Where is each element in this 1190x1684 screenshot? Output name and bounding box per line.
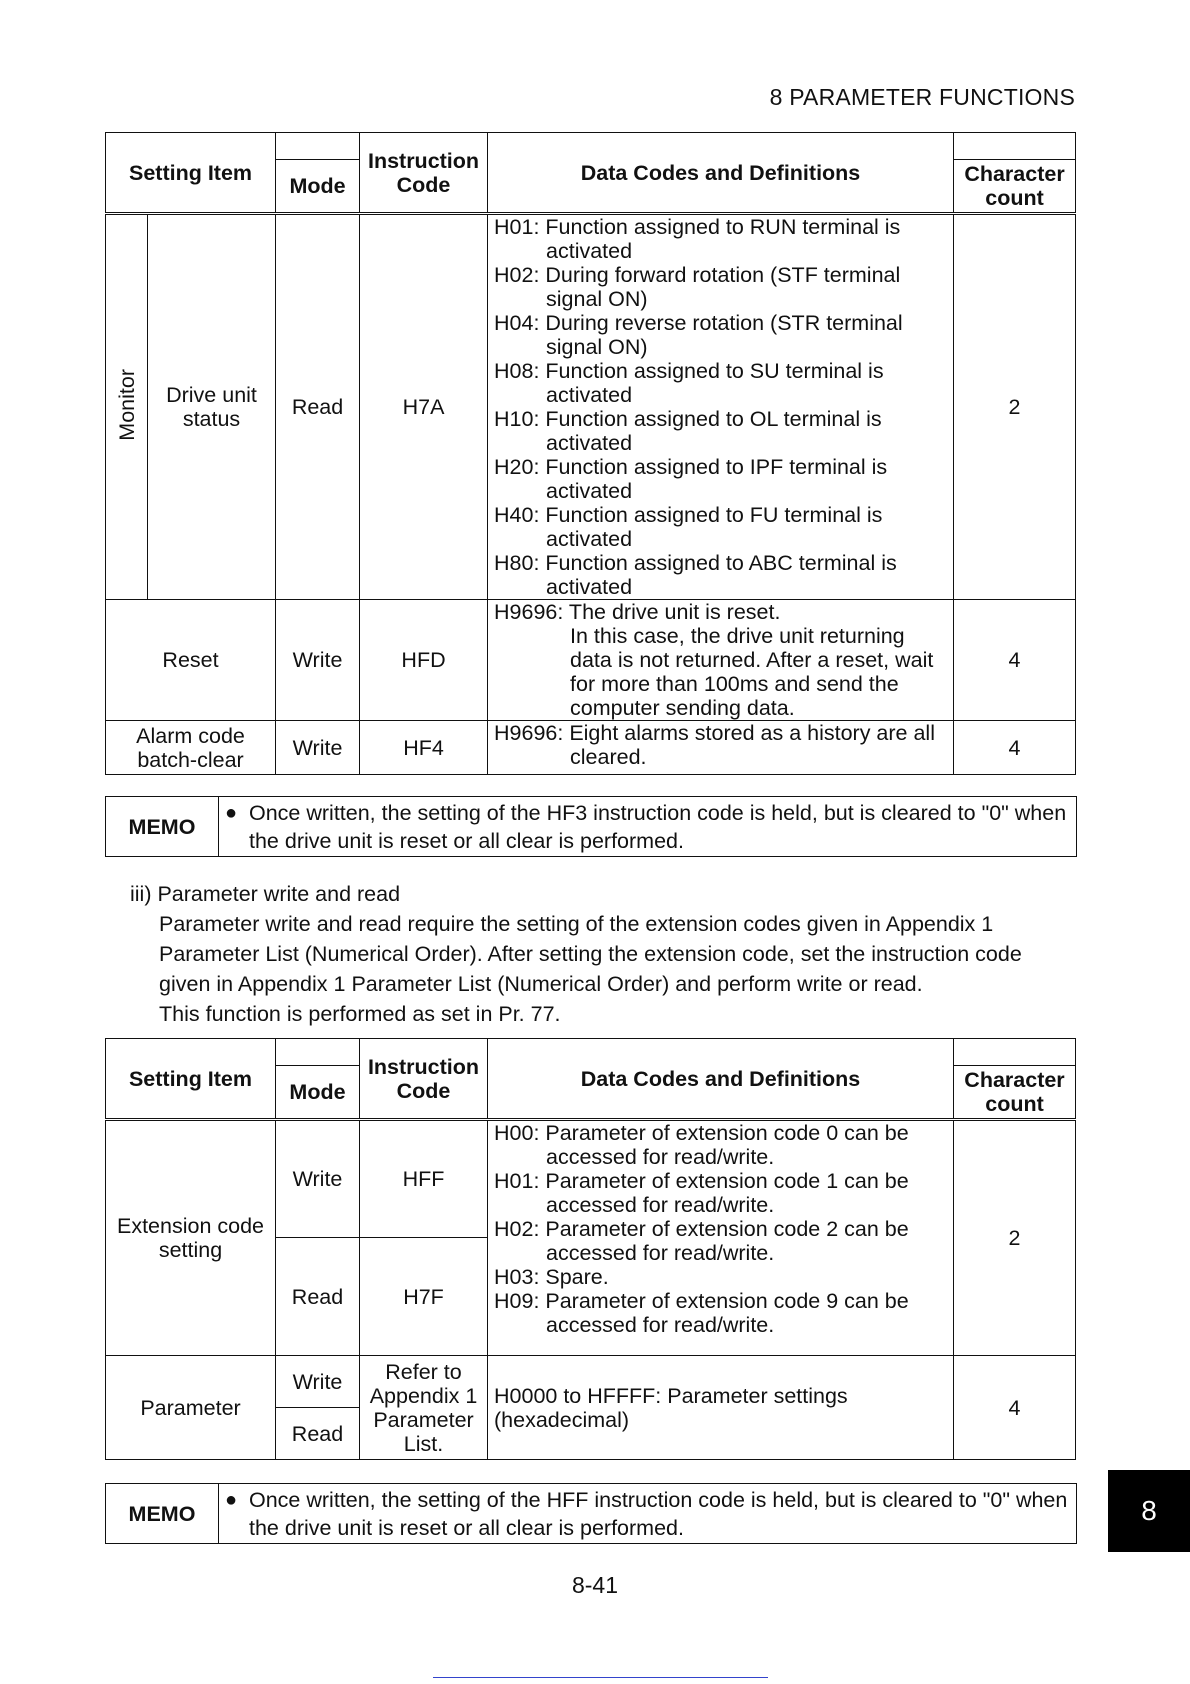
header-setting-item: Setting Item: [106, 133, 276, 214]
instruction-code: HFF: [360, 1120, 488, 1238]
data-definitions: H00: Parameter of extension code 0 can be accessed for read/write. H01: Parameter of extension code 1 can be accessed for read/write. H02: Parameter of extension code 2 can be accessed for read/write. H03: Spare. H09: Parameter of extension code 9 can be accessed for read/write.: [488, 1120, 954, 1356]
memo-label: MEMO: [106, 1484, 219, 1543]
character-count: 4: [954, 600, 1076, 721]
mode-write: Write: [276, 600, 360, 721]
bullet-icon: ●: [225, 802, 238, 824]
header-character-count: Character count: [954, 1039, 1076, 1120]
mode-read: Read: [276, 214, 360, 600]
mode-read: Read: [276, 1408, 360, 1460]
instruction-code: HF4: [360, 721, 488, 775]
item-parameter: Parameter: [106, 1356, 276, 1460]
header-data-codes: Data Codes and Definitions: [488, 1039, 954, 1120]
memo-text: Once written, the setting of the HF3 instruction code is held, but is cleared to "0" when the drive unit is reset or all clear is performed.: [249, 801, 1067, 853]
section-parameter-write-read: [130, 879, 1070, 1029]
instruction-code: H7F: [360, 1238, 488, 1356]
character-count: 4: [954, 721, 1076, 775]
header-mode: Mode: [276, 133, 360, 214]
data-definitions: H9696: The drive unit is reset. In this case, the drive unit returning data is not returned. After a reset, wait for more than 100ms and send the computer sending data.: [488, 600, 954, 721]
table-extension-parameter: [105, 1038, 1076, 1460]
table-row: [106, 721, 1076, 775]
group-monitor: Monitor: [106, 214, 148, 600]
data-definitions: H01: Function assigned to RUN terminal is activated H02: During forward rotation (STF terminal signal ON) H04: During reverse rotation (STR terminal signal ON) H08: Function assigned to SU terminal is activated H10: Function assigned to OL terminal is activated H20: Function assigned to IPF terminal is activated H40: Function assigned to FU terminal is activated H80: Function assigned to ABC terminal is activated: [488, 214, 954, 600]
memo-label: MEMO: [106, 797, 219, 856]
table-monitor-reset: [105, 132, 1076, 775]
data-definitions: H9696: Eight alarms stored as a history are all cleared.: [488, 721, 954, 775]
section-note: This function is performed as set in Pr. 77.: [159, 1002, 561, 1026]
section-paragraph: Parameter write and read require the setting of the extension codes given in Appendix 1 Parameter List (Numerical Order). After setting the extension code, set the instruction code given in Appendix 1 Parameter List (Numerical Order) and perform write or read.: [159, 912, 1022, 996]
item-drive-unit-status: Drive unit status: [148, 214, 276, 600]
memo-text: Once written, the setting of the HFF instruction code is held, but is cleared to "0" when the drive unit is reset or all clear is performed.: [249, 1488, 1068, 1540]
instruction-code: HFD: [360, 600, 488, 721]
item-alarm-code-batch-clear: Alarm code batch-clear: [106, 721, 276, 775]
bullet-icon: ●: [225, 1489, 238, 1511]
table-row: [106, 1356, 1076, 1408]
mode-write: Write: [276, 1120, 360, 1238]
mode-write: Write: [276, 721, 360, 775]
running-header: 8 PARAMETER FUNCTIONS: [769, 84, 1075, 110]
section-heading: iii) Parameter write and read: [130, 882, 401, 906]
table-row: [106, 1120, 1076, 1238]
mode-write: Write: [276, 1356, 360, 1408]
page-number: 8-41: [571, 1572, 619, 1598]
item-extension-code-setting: Extension code setting: [106, 1120, 276, 1356]
table-row: [106, 214, 1076, 600]
character-count: 2: [954, 214, 1076, 600]
chapter-tab[interactable]: 8: [1108, 1470, 1190, 1552]
header-setting-item: Setting Item: [106, 1039, 276, 1120]
character-count: 2: [954, 1120, 1076, 1356]
data-definitions: H0000 to HFFFF: Parameter settings (hexadecimal): [488, 1356, 954, 1460]
header-character-count: Character count: [954, 133, 1076, 214]
footer-link-line: [433, 1677, 768, 1678]
instruction-code: Refer to Appendix 1 Parameter List.: [360, 1356, 488, 1460]
memo-box: [105, 796, 1077, 857]
character-count: 4: [954, 1356, 1076, 1460]
header-data-codes: Data Codes and Definitions: [488, 133, 954, 214]
instruction-code: H7A: [360, 214, 488, 600]
header-instruction-code: Instruction Code: [360, 1039, 488, 1120]
memo-box: [105, 1483, 1077, 1544]
mode-read: Read: [276, 1238, 360, 1356]
header-instruction-code: Instruction Code: [360, 133, 488, 214]
header-mode: Mode: [276, 1039, 360, 1120]
item-reset: Reset: [106, 600, 276, 721]
table-row: [106, 600, 1076, 721]
